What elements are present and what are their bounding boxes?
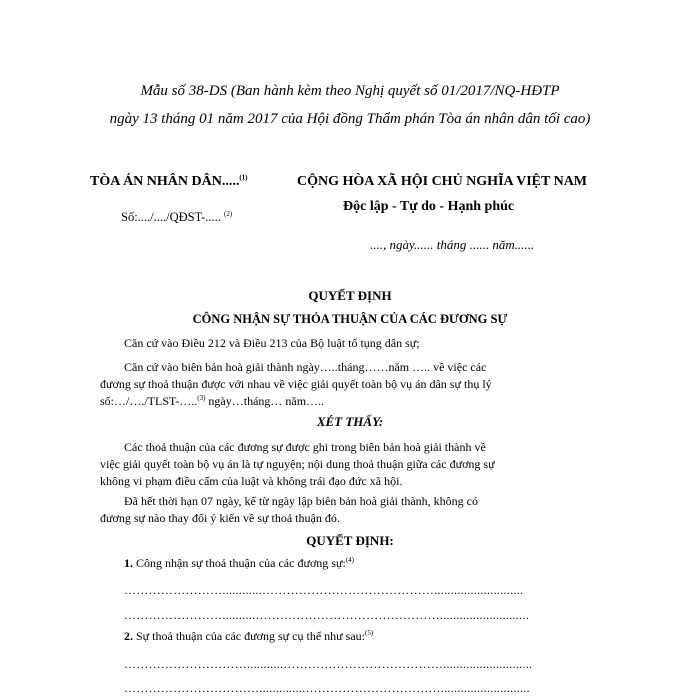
decision-heading: QUYẾT ĐỊNH: — [306, 533, 394, 548]
blank-line: ……………………............……………………………………........................... — [124, 583, 524, 597]
nation-name: CỘNG HÒA XÃ HỘI CHỦ NGHĨA VIỆT NAM — [297, 174, 588, 189]
findings-paragraph-1: Các thoả thuận của các đương sự được ghi trong biên bản hoà giải thành về việc giải quyết toàn bộ vụ án là tự nguyện; nội dung thoả thuận giữa các đương sự không vi phạm điều cấm của luật và không trái đạo đức xã hội. — [100, 440, 495, 488]
form-header-line2: ngày 13 tháng 01 năm 2017 của Hội đồng Thẩm phán Tòa án nhân dân tối cao) — [109, 111, 591, 127]
nation-motto: Độc lập - Tự do - Hạnh phúc — [343, 199, 515, 214]
court-name: TÒA ÁN NHÂN DÂN.....$^{(1)}$ — [90, 173, 248, 189]
blank-line: …………………………...........…………………………………........................... — [124, 657, 533, 671]
blank-line: ……………………………..............……………………………........................... — [124, 681, 530, 695]
decision-number: Số:..../..../QĐST-..... $^{(2)}$ — [121, 209, 233, 224]
findings-paragraph-2: Đã hết thời hạn 07 ngày, kể từ ngày lập biên bản hoà giải thành, không có đương sự nào thay đổi ý kiến về sự thoả thuận đó. — [100, 494, 478, 525]
form-header-line1: Mẫu số 38-DS (Ban hành kèm theo Nghị quyết số 01/2017/NQ-HĐTP — [140, 83, 560, 99]
decision-subtitle: CÔNG NHẬN SỰ THỎA THUẬN CỦA CÁC ĐƯƠNG SỰ — [192, 312, 508, 326]
decision-title: QUYẾT ĐỊNH — [308, 288, 392, 303]
decision-item-2: 2. Sự thoả thuận của các đương sự cụ thể như sau:$^{(5)}$ — [124, 629, 374, 643]
blank-line: ……………………..........………………………………………........................... — [124, 608, 529, 622]
issue-date: ...., ngày...... tháng ...... năm...... — [370, 237, 535, 252]
basis-paragraph-1: Căn cứ vào Điều 212 và Điều 213 của Bộ luật tố tụng dân sự; — [124, 336, 420, 350]
decision-item-1: 1. Công nhận sự thoả thuận của các đương sự:$^{(4)}$ — [124, 556, 354, 570]
basis-paragraph-2: Căn cứ vào biên bản hoà giải thành ngày…..tháng……năm ….. về việc các đương sự thoả thuận được với nhau về việc giải quyết toàn bộ vụ án dân sự thụ lý số:…/…./TLST-…..$^{(3)}$ ngày…tháng… năm….. — [100, 360, 492, 408]
findings-heading: XÉT THẤY: — [316, 414, 384, 429]
